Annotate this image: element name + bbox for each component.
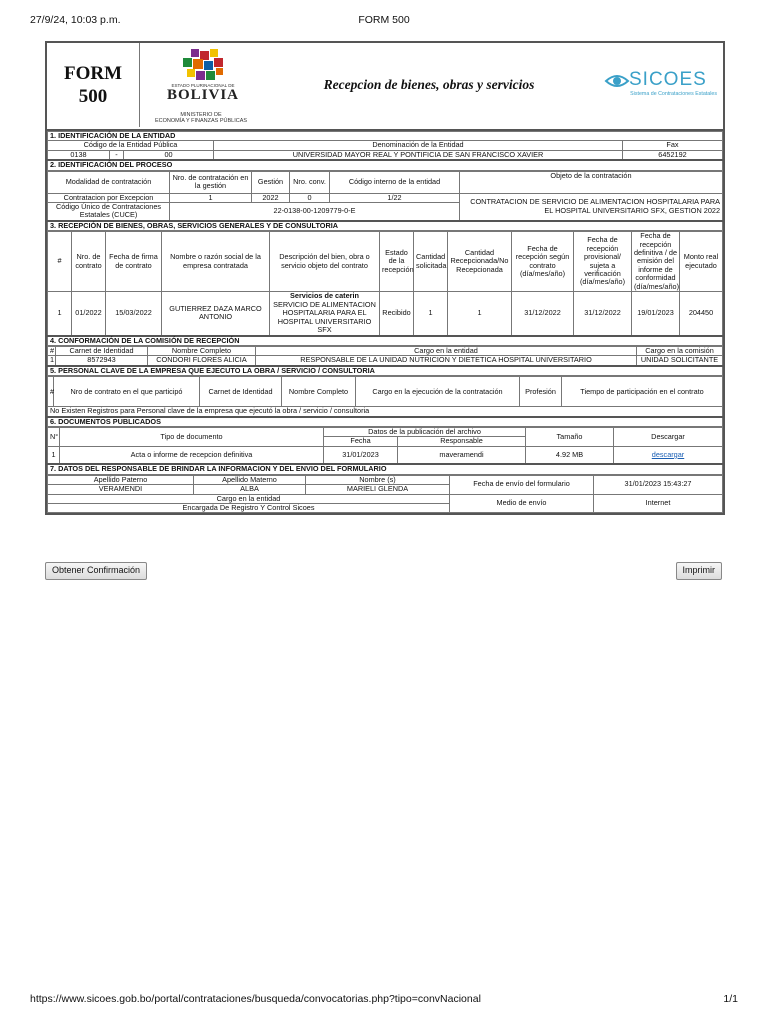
section-7-table: [47, 475, 723, 514]
medio-envio-value: Internet: [594, 494, 723, 513]
header-cargo-entidad: Cargo en la entidad: [48, 494, 450, 503]
print-datetime: 27/9/24, 10:03 p.m.: [30, 14, 121, 26]
modalidad-value: Contratacion por Excepcion: [48, 193, 170, 202]
section-1-title: 1. IDENTIFICACIÓN DE LA ENTIDAD: [48, 132, 723, 141]
col-header: #: [48, 377, 54, 407]
header-fax: Fax: [622, 141, 722, 150]
header-nombre: Nombre Completo: [148, 347, 256, 356]
nombres-value: MARIELI GLENDA: [306, 485, 450, 494]
member-position: RESPONSABLE DE LA UNIDAD NUTRICION Y DIETETICA HOSPITAL UNIVERSITARIO: [256, 356, 637, 366]
header-comision: Cargo en la comisión: [637, 347, 723, 356]
col-header: Tiempo de participación en el contrato: [562, 377, 723, 407]
header-apellido-paterno: Apellido Paterno: [48, 475, 194, 484]
header-gestion: Gestión: [252, 171, 290, 193]
col-header: Profesión: [520, 377, 562, 407]
cuce-value: 22-0138-00-1209779-0-E: [170, 203, 460, 221]
file-size: 4.92 MB: [526, 446, 614, 464]
print-doc-title: FORM 500: [358, 14, 410, 26]
date-provisional: 31/12/2022: [574, 292, 632, 336]
section-2-title: 2. IDENTIFICACIÓN DEL PROCESO: [48, 160, 723, 170]
header-codigo-interno: Código interno de la entidad: [330, 171, 460, 193]
form-title: Recepcion de bienes, obras y servicios: [323, 77, 535, 92]
service-description: Servicios de caterin SERVICIO DE ALIMENTACION HOSPITALARIA PARA EL HOSPITAL UNIVERSITARIO SFX: [270, 292, 380, 336]
section-3-title: 3. RECEPCIÓN DE BIENES, OBRAS, SERVICIOS GENERALES Y DE CONSULTORIA: [48, 221, 723, 231]
section-5-title: 5. PERSONAL CLAVE DE LA EMPRESA QUE EJECUTO LA OBRA / SERVICIO / CONSULTORIA: [48, 366, 723, 376]
col-header: Fecha de recepción según contrato (día/mes/año): [512, 232, 574, 292]
header-denominacion: Denominación de la Entidad: [214, 141, 623, 150]
col-header: Estado de la recepción: [380, 232, 414, 292]
entity-name: UNIVERSIDAD MAYOR REAL Y PONTIFICIA DE SAN FRANCISCO XAVIER: [214, 150, 623, 160]
ministry-name: MINISTERIO DE ECONOMÍA Y FINANZAS PÚBLICAS: [154, 112, 248, 124]
nro-contratacion-value: 1: [170, 193, 252, 202]
date-contract: 31/12/2022: [512, 292, 574, 336]
header-fecha: Fecha: [324, 437, 398, 446]
row-number: 1: [48, 446, 60, 464]
print-footer: [30, 993, 738, 1005]
entity-fax: 6452192: [622, 150, 722, 160]
header-tipo: Tipo de documento: [60, 428, 324, 447]
form-body: [45, 129, 725, 515]
header-codigo: Código de la Entidad Pública: [48, 141, 214, 150]
section-1-table: [47, 131, 723, 171]
header-cuce: Código Único de Contrataciones Estatales (CUCE): [48, 203, 170, 221]
entity-code-sep: -: [110, 150, 124, 160]
header-descargar: Descargar: [614, 428, 723, 447]
download-link[interactable]: descargar: [651, 449, 685, 459]
row-number: 1: [48, 356, 56, 366]
apellido-paterno-value: VERAMENDI: [48, 485, 194, 494]
publish-date: 31/01/2023: [324, 446, 398, 464]
header-n: N°: [48, 428, 60, 447]
company-name: GUTIERREZ DAZA MARCO ANTONIO: [162, 292, 270, 336]
section-4-table: [47, 346, 723, 376]
table-row: [48, 356, 723, 366]
header-responsable: Responsable: [398, 437, 526, 446]
publish-responsible: maveramendi: [398, 446, 526, 464]
header-objeto: Objeto de la contratación: [460, 171, 723, 193]
fecha-envio-value: 31/01/2023 15:43:27: [594, 475, 723, 494]
col-header: Nro de contrato en el que participó: [54, 377, 200, 407]
contract-number: 01/2022: [72, 292, 106, 336]
print-page-number: 1/1: [723, 993, 738, 1005]
reception-status: Recibido: [380, 292, 414, 336]
header-n: #: [48, 347, 56, 356]
col-header: Descripción del bien, obra o servicio objeto del contrato: [270, 232, 380, 292]
col-header: Fecha de recepción provisional/ sujeta a verificación (día/mes/año): [574, 232, 632, 292]
section-2-table: [47, 171, 723, 232]
col-header: Monto real ejecutado: [680, 232, 723, 292]
form-number: FORM 500: [47, 43, 140, 127]
col-header: Nombre o razón social de la empresa contratada: [162, 232, 270, 292]
date-definitive: 19/01/2023: [632, 292, 680, 336]
sicoes-logo: SICOES Sistema de Contrataciones Estatales: [605, 69, 717, 103]
section-5-table: [47, 376, 723, 427]
header-nombres: Nombre (s): [306, 475, 450, 484]
col-header: Cantidad solicitada: [414, 232, 448, 292]
col-header: #: [48, 232, 72, 292]
form-500: [45, 41, 725, 515]
table-row: [48, 292, 723, 336]
header-cargo: Cargo en la entidad: [256, 347, 637, 356]
objeto-value: CONTRATACION DE SERVICIO DE ALIMENTACION HOSPITALARIA PARA EL HOSPITAL UNIVERSITARIO SFX, GESTION 2022: [460, 193, 723, 221]
member-name: CONDORI FLORES ALICIA: [148, 356, 256, 366]
section-4-title: 4. CONFORMACIÓN DE LA COMISIÓN DE RECEPCIÓN: [48, 336, 723, 346]
col-header: Carnet de Identidad: [200, 377, 282, 407]
entity-code-1: 0138: [48, 150, 110, 160]
sicoes-eye-icon: [605, 71, 629, 91]
col-header: Cargo en la ejecución de la contratación: [356, 377, 520, 407]
section-6-title: 6. DOCUMENTOS PUBLICADOS: [48, 417, 723, 427]
bolivia-logo: ESTADO PLURINACIONAL DE BOLIVIA: [143, 47, 263, 127]
col-header: Fecha de firma de contrato: [106, 232, 162, 292]
header-tamano: Tamaño: [526, 428, 614, 447]
print-url: https://www.sicoes.gob.bo/portal/contrataciones/busqueda/convocatorias.php?tipo=convNacional: [30, 993, 481, 1005]
header-nro-contratacion: Nro. de contratación en la gestión: [170, 171, 252, 193]
section-6-table: [47, 427, 723, 475]
section-3-header-row: [48, 232, 723, 292]
header-datos-publicacion: Datos de la publicación del archivo: [324, 428, 526, 437]
section-7-title: 7. DATOS DEL RESPONSABLE DE BRINDAR LA INFORMACION Y DEL ENVIO DEL FORMULARIO: [48, 464, 723, 474]
quantity-requested: 1: [414, 292, 448, 336]
table-row: [48, 446, 723, 464]
amount-executed: 204450: [680, 292, 723, 336]
apellido-materno-value: ALBA: [194, 485, 306, 494]
col-header: Fecha de recepción definitiva / de emisión del informe de conformidad (día/mes/año): [632, 232, 680, 292]
row-number: 1: [48, 292, 72, 336]
header-apellido-materno: Apellido Materno: [194, 475, 306, 484]
col-header: Nro. de contrato: [72, 232, 106, 292]
header-fecha-envio: Fecha de envío del formulario: [450, 475, 594, 494]
member-commission-role: UNIDAD SOLICITANTE: [637, 356, 723, 366]
codigo-interno-value: 1/22: [330, 193, 460, 202]
section-3-table: [47, 231, 723, 346]
col-header: Nombre Completo: [282, 377, 356, 407]
imprimir-button[interactable]: Imprimir: [676, 562, 723, 580]
quantity-received: 1: [448, 292, 512, 336]
no-records-message: No Existen Registros para Personal clave de la empresa que ejecutó la obra / servicio / consultoria: [48, 407, 723, 417]
cargo-entidad-value: Encargada De Registro Y Control Sicoes: [48, 503, 450, 512]
nro-conv-value: 0: [290, 193, 330, 202]
obtener-confirmacion-button[interactable]: Obtener Confirmación: [45, 562, 147, 580]
document-type: Acta o informe de recepcion definitiva: [60, 446, 324, 464]
header-nro-conv: Nro. conv.: [290, 171, 330, 193]
form-header: [45, 41, 725, 129]
contract-sign-date: 15/03/2022: [106, 292, 162, 336]
member-id: 8572943: [56, 356, 148, 366]
header-modalidad: Modalidad de contratación: [48, 171, 170, 193]
header-medio-envio: Medio de envío: [450, 494, 594, 513]
entity-code-2: 00: [124, 150, 214, 160]
col-header: Cantidad Recepcionada/No Recepcionada: [448, 232, 512, 292]
header-carnet: Carnet de Identidad: [56, 347, 148, 356]
gestion-value: 2022: [252, 193, 290, 202]
